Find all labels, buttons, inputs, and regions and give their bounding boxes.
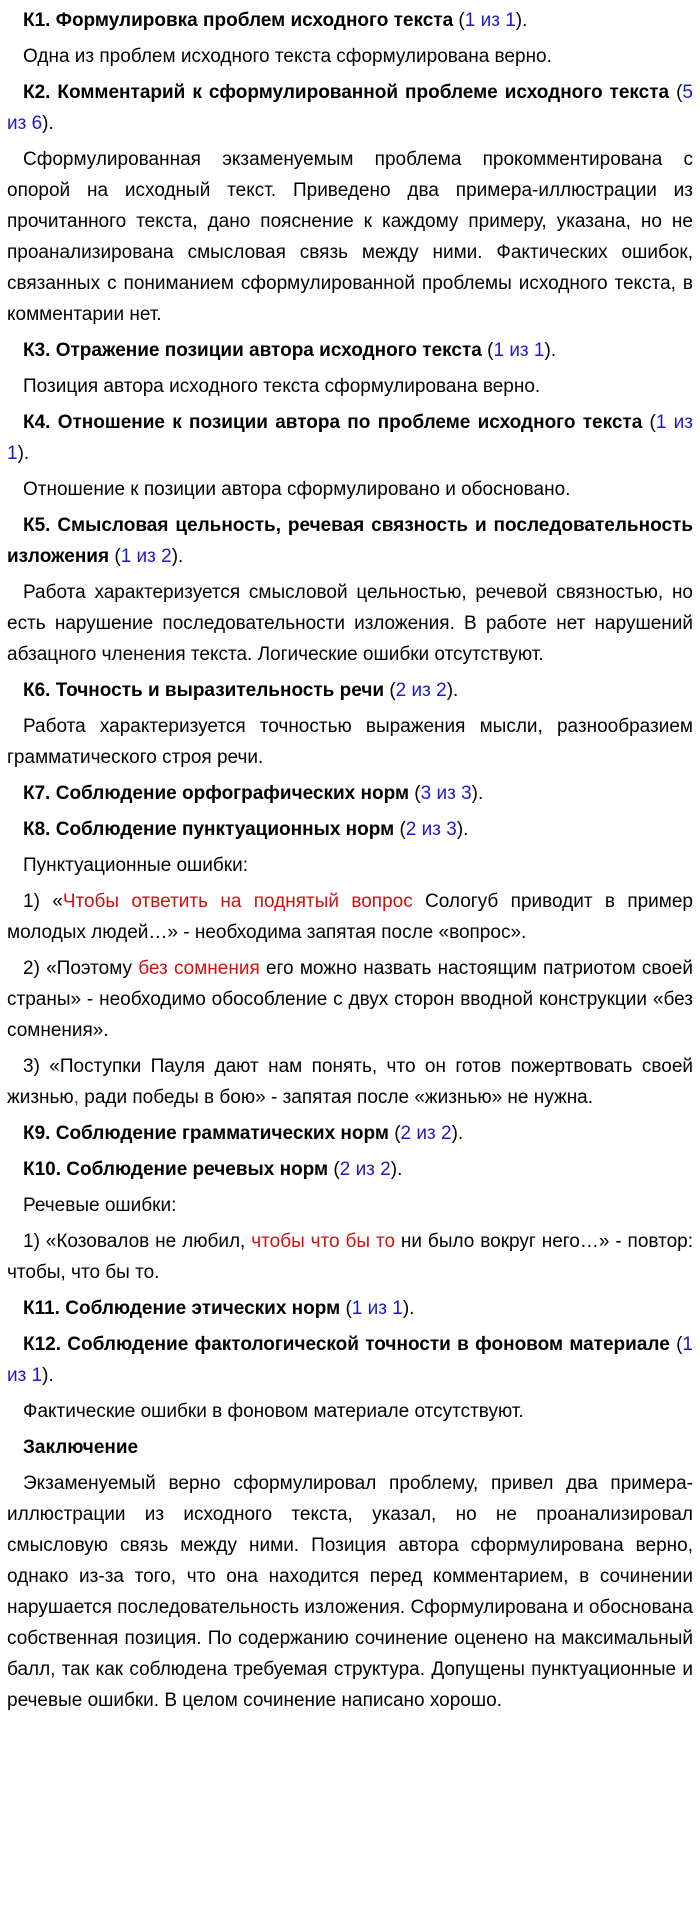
criterion-title: К8. Соблюдение пунктуационных норм <box>23 819 395 840</box>
error-suffix: ни было вокруг него…» - повтор: чтобы, что бы то. <box>7 1231 693 1283</box>
error-suffix: Сологуб приводит в пример молодых людей…» - необходима запятая после «вопрос». <box>7 891 693 943</box>
criterion-k8-comment: Пунктуационные ошибки: <box>23 855 249 876</box>
conclusion-heading: Заключение <box>23 1437 139 1458</box>
criterion-title: К7. Соблюдение орфографических норм <box>23 783 410 804</box>
criterion-k5-comment: Работа характеризуется смысловой цельностью, речевой связностью, но есть нарушение последовательности изложения. В работе нет нарушений абзацного членения текста. Логические ошибки отсутствуют. <box>7 582 693 665</box>
criterion-score: 3 из 3 <box>420 783 472 804</box>
error-suffix: его можно назвать настоящим патриотом своей страны» - необходимо обособление с двух сторон вводной конструкции «без сомнения». <box>7 958 693 1041</box>
criterion-title: К4. Отношение к позиции автора по проблеме исходного текста <box>23 412 643 433</box>
error-prefix: 2) «Поэтому <box>23 958 139 979</box>
criterion-score: 5 из 6 <box>7 82 693 134</box>
criterion-score: 2 из 2 <box>400 1123 452 1144</box>
error-highlight: чтобы что бы то <box>251 1231 396 1252</box>
criterion-score: 1 из 1 <box>7 1334 693 1386</box>
punct-error-item <box>7 1051 693 1113</box>
criterion-score: 1 из 2 <box>120 546 172 567</box>
criterion-k10-comment: Речевые ошибки: <box>23 1195 177 1216</box>
criterion-score: 1 из 1 <box>351 1298 403 1319</box>
error-prefix: 3) «Поступки Пауля дают нам понять, что он готов пожертвовать своей жизнью <box>7 1056 693 1108</box>
criterion-score: 2 из 2 <box>339 1159 391 1180</box>
criterion-title: К6. Точность и выразительность речи <box>23 680 385 701</box>
conclusion-text: Экзаменуемый верно сформулировал проблему, привел два примера-иллюстрации из исходного текста, указал, но не проанализировал смысловую связь между ними. Позиция автора сформулирована верно, однако из-за того, что она находится перед комментарием, в сочинении нарушается последовательность изложения. Сформулирована и обоснована собственная позиция. По содержанию сочинение оценено на максимальный балл, так как соблюдена требуемая структура. Допущены пунктуационные и речевые ошибки. В целом сочинение написано хорошо. <box>7 1473 693 1711</box>
criterion-k3-comment: Позиция автора исходного текста сформулирована верно. <box>23 376 541 397</box>
criterion-title: К9. Соблюдение грамматических норм <box>23 1123 389 1144</box>
criterion-k7-heading: К7. Соблюдение орфографических норм (3 из 3). <box>23 783 484 804</box>
criterion-score: 1 из 1 <box>7 412 693 464</box>
criterion-k8-heading: К8. Соблюдение пунктуационных норм (2 из 3). <box>23 819 469 840</box>
criterion-title: К1. Формулировка проблем исходного текста <box>23 10 454 31</box>
punct-error-item <box>7 886 693 948</box>
criterion-title: К12. Соблюдение фактологической точности в фоновом материале <box>23 1334 670 1355</box>
criterion-k4-comment: Отношение к позиции автора сформулировано и обосновано. <box>23 479 571 500</box>
criterion-title: К10. Соблюдение речевых норм <box>23 1159 329 1180</box>
criterion-score: 1 из 1 <box>493 340 545 361</box>
criterion-score: 2 из 2 <box>395 680 447 701</box>
criterion-title: К3. Отражение позиции автора исходного текста <box>23 340 482 361</box>
error-highlight: , <box>73 1087 79 1108</box>
speech-error-item <box>7 1226 693 1288</box>
criterion-k12-heading: К12. Соблюдение фактологической точности в фоновом материале (1 из 1). <box>7 1334 693 1386</box>
criterion-title: К11. Соблюдение этических норм <box>23 1298 341 1319</box>
criterion-k6-comment: Работа характеризуется точностью выражения мысли, разнообразием грамматического строя речи. <box>7 716 693 768</box>
criterion-k1-comment: Одна из проблем исходного текста сформулирована верно. <box>23 46 552 67</box>
error-prefix: 1) « <box>23 891 63 912</box>
criterion-k1-heading: К1. Формулировка проблем исходного текста (1 из 1). <box>23 10 528 31</box>
criterion-score: 1 из 1 <box>464 10 516 31</box>
error-highlight: без сомнения <box>138 958 260 979</box>
criterion-k2-comment: Сформулированная экзаменуемым проблема прокомментирована с опорой на исходный текст. Приведено два примера-иллюстрации из прочитанного текста, дано пояснение к каждому примеру, указана, но не проанализирована смысловая связь между ними. Фактических ошибок, связанных с пониманием сформулированной проблемы исходного текста, в комментарии нет. <box>7 149 693 325</box>
criterion-k10-heading: К10. Соблюдение речевых норм (2 из 2). <box>23 1159 403 1180</box>
criterion-k11-heading: К11. Соблюдение этических норм (1 из 1). <box>23 1298 415 1319</box>
criterion-k9-heading: К9. Соблюдение грамматических норм (2 из 2). <box>23 1123 464 1144</box>
criterion-title: К5. Смысловая цельность, речевая связность и последовательность изложения <box>7 515 693 567</box>
punct-error-item <box>7 953 693 1046</box>
error-suffix: ради победы в бою» - запятая после «жизнью» не нужна. <box>78 1087 594 1108</box>
criterion-k4-heading: К4. Отношение к позиции автора по проблеме исходного текста (1 из 1). <box>7 412 693 464</box>
criterion-k12-comment: Фактические ошибки в фоновом материале отсутствуют. <box>23 1401 524 1422</box>
criterion-score: 2 из 3 <box>405 819 457 840</box>
criterion-k6-heading: К6. Точность и выразительность речи (2 из 2). <box>23 680 459 701</box>
error-prefix: 1) «Козовалов не любил, <box>23 1231 252 1252</box>
criterion-k5-heading: К5. Смысловая цельность, речевая связность и последовательность изложения (1 из 2). <box>7 515 693 567</box>
criterion-k3-heading: К3. Отражение позиции автора исходного текста (1 из 1). <box>23 340 557 361</box>
conclusion-title <box>7 1432 693 1463</box>
criterion-title: К2. Комментарий к сформулированной проблеме исходного текста <box>23 82 670 103</box>
criterion-k2-heading: К2. Комментарий к сформулированной проблеме исходного текста (5 из 6). <box>7 82 693 134</box>
error-highlight: Чтобы ответить на поднятый вопрос <box>62 891 413 912</box>
